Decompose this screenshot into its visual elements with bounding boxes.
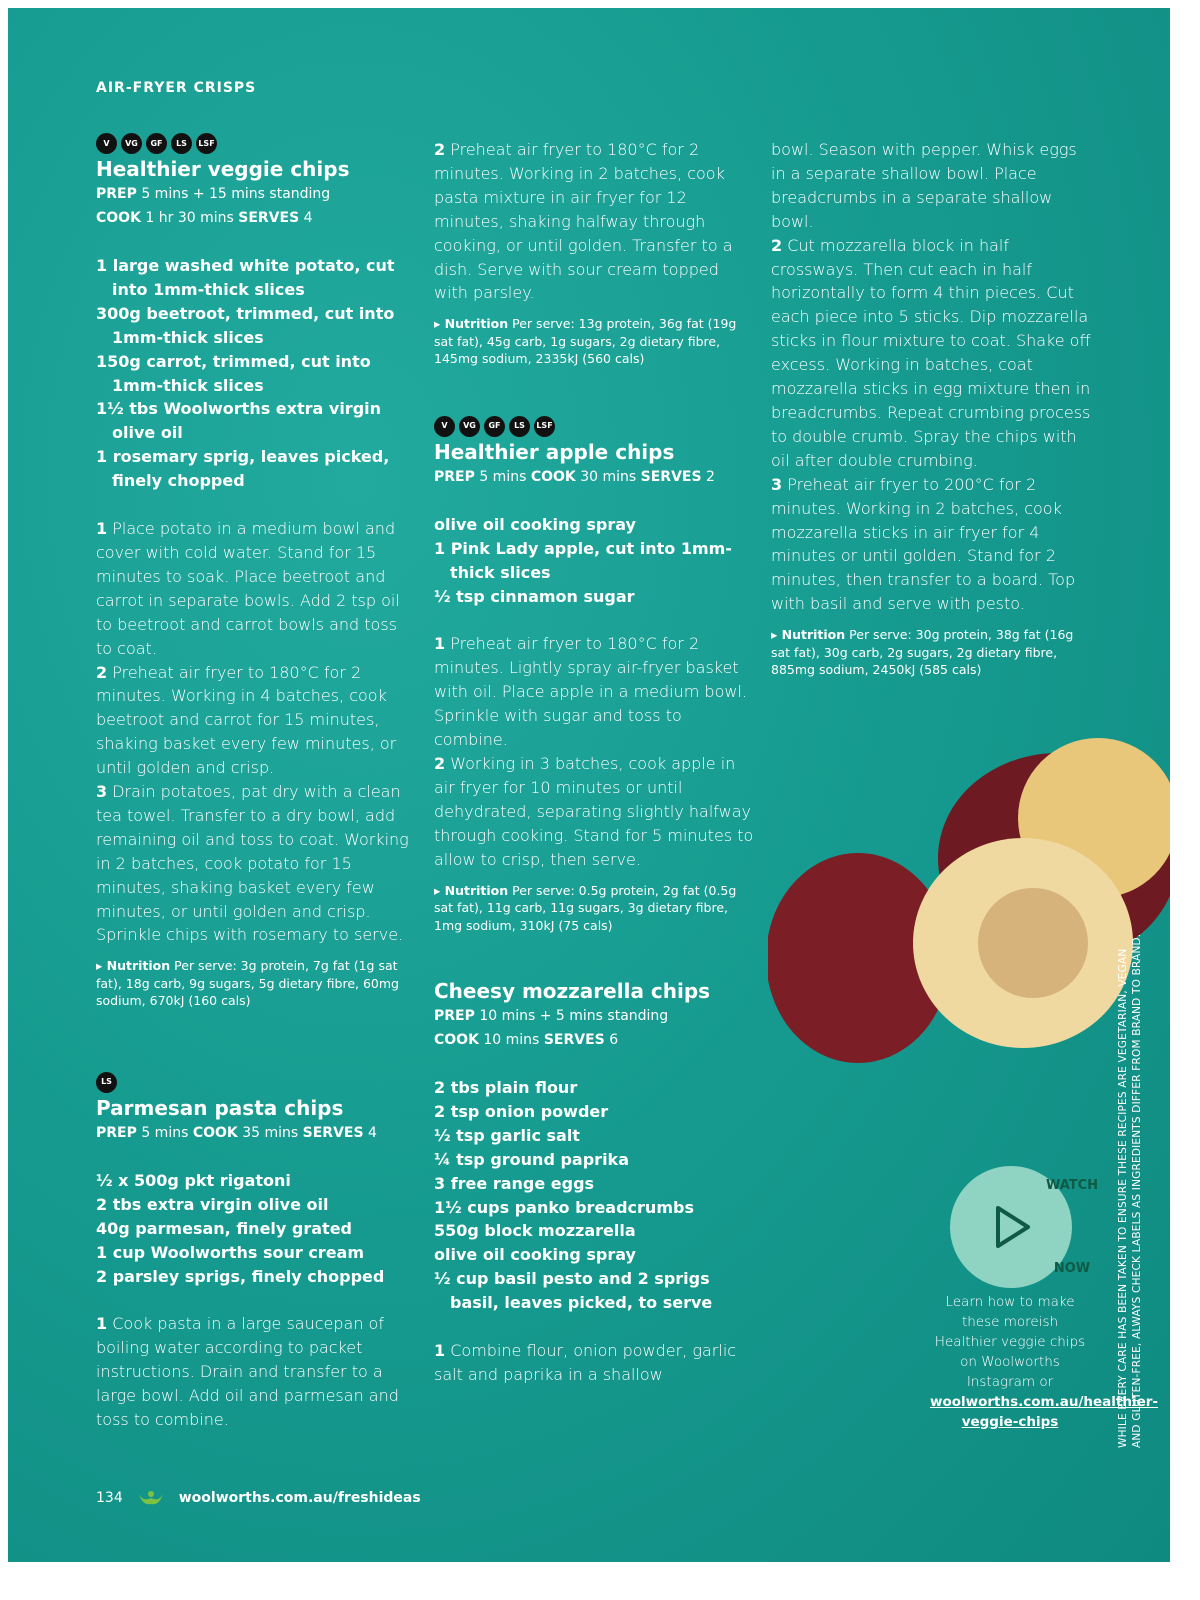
prep-label: PREP: [96, 186, 137, 202]
prep-time: 5 mins: [141, 1124, 189, 1141]
ingredient: ½ tsp cinnamon sugar: [434, 586, 635, 606]
badge-vegan: VG: [459, 416, 480, 437]
watch-text: Learn how to make these moreish Healthier veggie chips on Woolworths Instagram or: [934, 1294, 1086, 1390]
serves: 4: [368, 1124, 377, 1141]
step-number: 1: [434, 634, 446, 654]
step: [96, 780, 416, 947]
step-text: Working in 3 batches, cook apple in air fryer for 10 minutes or until dehydrated, separating slightly halfway through cooking. Stand for 5 minutes to allow to crisp, then serve.: [434, 754, 754, 869]
nutrition-info: [434, 315, 754, 368]
prep-time: 5 mins: [479, 468, 527, 485]
cook-time: 35 mins: [242, 1124, 299, 1141]
step-continued: bowl. Season with pepper. Whisk eggs in a separate shallow bowl. Place breadcrumbs in a separate shallow bowl.: [771, 140, 1077, 231]
recipe-parmesan-pasta-chips: [96, 1072, 416, 1432]
step-text: Cut mozzarella block in half crossways. Then cut each in half horizontally to form 4 thin pieces. Cut each piece into 5 sticks. Dip mozzarella sticks in flour mixture to coat. Shake off excess. Working in batches, coat mozzarella sticks in egg mixture then in breadcrumbs. Repeat crumbing process to double crumb. Spray the chips with oil after double crumbing.: [771, 235, 1091, 470]
step-text: Cook pasta in a large saucepan of boiling water according to packet instructions. Drain and transfer to a large bowl. Add oil and parmesan and toss to combine.: [96, 1314, 399, 1430]
recipe-mozzarella-chips: [434, 978, 754, 1387]
column-2: [434, 138, 754, 1387]
ingredients-list: [434, 513, 754, 609]
chips-photo: [768, 728, 1170, 1108]
badge-gluten-free: GF: [146, 133, 167, 154]
badge-gluten-free: GF: [484, 416, 505, 437]
cook-time: 30 mins: [580, 468, 637, 485]
method: [96, 517, 416, 947]
badge-vegetarian: V: [434, 416, 455, 437]
nutrition-info: [96, 957, 416, 1010]
disclaimer-line: WHILE EVERY CARE HAS BEEN TAKEN TO ENSURE THESE RECIPES ARE VEGETARIAN, VEGAN: [1117, 948, 1129, 1448]
ingredient: 40g parmesan, finely grated: [96, 1218, 352, 1238]
nutrition-text: Per serve: 0.5g protein, 2g fat (0.5g sat fat), 11g carb, 11g sugars, 3g dietary fibre, 1mg sodium, 310kJ (75 cals): [434, 882, 737, 933]
nutrition-label: ▸ Nutrition: [434, 316, 509, 332]
nutrition-text: Per serve: 13g protein, 36g fat (19g sat fat), 45g carb, 1g sugars, 2g dietary fibre, 145mg sodium, 2335kJ (560 cals): [434, 316, 737, 367]
step-number: 2: [434, 754, 446, 773]
serves-label: SERVES: [543, 1032, 605, 1049]
nutrition-text: Per serve: 3g protein, 7g fat (1g sat fat), 18g carb, 9g sugars, 5g dietary fibre, 60mg sodium, 670kJ (160 cals): [96, 958, 399, 1009]
magazine-page: [8, 8, 1170, 1562]
footer: [96, 1488, 421, 1508]
ingredient: olive oil cooking spray: [434, 514, 636, 534]
video-link[interactable]: woolworths.com.au/healthier-veggie-chips: [930, 1394, 1159, 1430]
step-number: 1: [96, 1314, 108, 1334]
disclaimer: [1116, 888, 1144, 1448]
column-1: [96, 133, 416, 1432]
now-label: NOW: [1053, 1261, 1091, 1276]
ingredients-list: [96, 254, 416, 493]
step-number: 2: [434, 140, 446, 159]
ingredient: 1 cup Woolworths sour cream: [96, 1242, 365, 1262]
step-number: 2: [771, 235, 783, 255]
ingredient: 150g carrot, trimmed, cut into 1mm-thick slices: [96, 351, 371, 395]
woolworths-logo-icon: [137, 1488, 165, 1508]
recipe-title: Cheesy mozzarella chips: [434, 979, 711, 1004]
recipe-title: Healthier apple chips: [434, 439, 675, 464]
step: [434, 632, 754, 752]
step-number: 3: [96, 782, 108, 802]
prep-label: PREP: [96, 1124, 137, 1141]
serves-label: SERVES: [640, 468, 702, 485]
step-text: Preheat air fryer to 180°C for 2 minutes. Working in 2 batches, cook pasta mixture in air fryer for 12 minutes, shaking halfway through cooking, or until golden. Transfer to a dish. Serve with sour cream topped with parsley.: [434, 140, 733, 303]
ingredient: 1½ cups panko breadcrumbs: [434, 1197, 694, 1217]
ingredient: 1 rosemary sprig, leaves picked, finely chopped: [96, 447, 390, 491]
recipe-veggie-chips: [96, 133, 416, 1010]
ingredient: 2 tsp onion powder: [434, 1101, 609, 1121]
nutrition-info: [434, 882, 754, 935]
cook-label: COOK: [192, 1124, 238, 1141]
badge-low-saturated-fat: LSF: [196, 133, 217, 154]
ingredient: 550g block mozzarella: [434, 1221, 636, 1241]
ingredient: 3 free range eggs: [434, 1173, 595, 1193]
step-text: Combine flour, onion powder, garlic salt and paprika in a shallow: [434, 1341, 737, 1384]
cook-label: COOK: [96, 210, 141, 226]
ingredient: ½ cup basil pesto and 2 sprigs basil, leaves picked, to serve: [434, 1269, 713, 1313]
ingredient: 2 parsley sprigs, finely chopped: [96, 1266, 385, 1286]
badge-low-sodium: LS: [509, 416, 530, 437]
cook-label: COOK: [434, 1032, 479, 1049]
cook-time: 10 mins: [483, 1032, 540, 1049]
method: [434, 632, 754, 871]
ingredients-list: [96, 1169, 416, 1289]
ingredient: ½ tsp garlic salt: [434, 1125, 580, 1145]
ingredient: 300g beetroot, trimmed, cut into 1mm-thick slices: [96, 303, 395, 347]
cook-time: 1 hr 30 mins: [145, 210, 234, 226]
serves: 6: [609, 1032, 619, 1049]
section-title: AIR-FRYER CRISPS: [96, 80, 257, 96]
ingredient: 1 Pink Lady apple, cut into 1mm-thick slices: [434, 538, 732, 582]
ingredients-list: [434, 1076, 754, 1315]
step-text: Drain potatoes, pat dry with a clean tea towel. Transfer to a dry bowl, add remaining oil and toss to coat. Working in 2 batches, cook potato for 15 minutes, shaking basket every few minutes, or until golden and crisp. Sprinkle chips with rosemary to serve.: [96, 782, 409, 945]
serves: 2: [706, 468, 715, 485]
step-text: Preheat air fryer to 200°C for 2 minutes. Working in 2 batches, cook mozzarella sticks in air fryer for 4 minutes or until golden. Stand for 2 minutes, then transfer to a board. Top with basil and serve with pesto.: [771, 474, 1076, 614]
prep-label: PREP: [434, 468, 475, 485]
step: [434, 1339, 754, 1387]
recipe-meta: [434, 1004, 754, 1052]
ingredient: olive oil cooking spray: [434, 1245, 636, 1265]
recipe-meta: [434, 465, 754, 489]
badge-vegan: VG: [121, 133, 142, 154]
watch-description: [930, 1292, 1159, 1432]
badge-vegetarian: V: [96, 133, 117, 154]
step-number: 2: [96, 662, 108, 682]
step-text: Preheat air fryer to 180°C for 2 minutes. Working in 4 batches, cook beetroot and carrot for 15 minutes, shaking basket every few minutes, or until golden and crisp.: [96, 662, 397, 778]
watch-label: WATCH: [1045, 1178, 1099, 1193]
prep-time: 10 mins + 5 mins standing: [479, 1008, 669, 1025]
disclaimer-line: AND GLUTEN-FREE, ALWAYS CHECK LABELS AS INGREDIENTS DIFFER FROM BRAND TO BRAND.: [1131, 933, 1143, 1448]
method-continued: [434, 138, 754, 305]
step: [434, 138, 754, 305]
prep-time: 5 mins + 15 mins standing: [141, 186, 331, 202]
cook-label: COOK: [530, 468, 576, 485]
step-number: 1: [96, 519, 108, 539]
step-text: Preheat air fryer to 180°C for 2 minutes. Lightly spray air-fryer basket with oil. Place apple in a medium bowl. Sprinkle with sugar and toss to combine.: [434, 634, 747, 750]
recipe-title: Parmesan pasta chips: [96, 1095, 344, 1120]
recipe-title: Healthier veggie chips: [96, 157, 350, 181]
badge-low-sodium: LS: [96, 1072, 117, 1093]
prep-label: PREP: [434, 1008, 475, 1025]
step: [771, 234, 1091, 473]
step-number: 1: [434, 1341, 446, 1361]
nutrition-label: ▸ Nutrition: [434, 882, 509, 898]
ingredient: 2 tbs extra virgin olive oil: [96, 1194, 329, 1214]
play-icon: [994, 1204, 1032, 1250]
footer-url[interactable]: woolworths.com.au/freshideas: [178, 1490, 421, 1506]
badge-low-saturated-fat: LSF: [534, 416, 555, 437]
method: [434, 1339, 754, 1387]
recipe-apple-chips: [434, 416, 754, 934]
badge-low-sodium: LS: [171, 133, 192, 154]
nutrition-label: ▸ Nutrition: [771, 627, 846, 643]
diet-badges: [96, 1072, 416, 1093]
ingredient: 2 tbs plain flour: [434, 1078, 578, 1098]
step: [771, 473, 1091, 616]
recipe-meta: [96, 1121, 416, 1145]
method: [96, 1312, 416, 1432]
nutrition-label: ▸ Nutrition: [96, 958, 171, 974]
column-3: [771, 138, 1091, 679]
step: [96, 661, 416, 781]
recipe-meta: [96, 182, 416, 230]
ingredient: 1½ tbs Woolworths extra virgin olive oil: [96, 399, 382, 443]
step-text: Place potato in a medium bowl and cover with cold water. Stand for 15 minutes to soak. Place beetroot and carrot in separate bowls. Add 2 tsp oil to beetroot and carrot bowls and toss to coat.: [96, 519, 400, 658]
step: [96, 1312, 416, 1432]
ingredient: 1 large washed white potato, cut into 1mm-thick slices: [96, 256, 395, 299]
serves: 4: [303, 210, 313, 226]
step: [434, 752, 754, 872]
nutrition-text: Per serve: 30g protein, 38g fat (16g sat fat), 30g carb, 2g sugars, 2g dietary fibre, 885mg sodium, 2450kJ (585 cals): [771, 627, 1074, 678]
serves-label: SERVES: [302, 1124, 364, 1141]
method-continued: [771, 138, 1091, 616]
watch-now-button[interactable]: [950, 1166, 1099, 1288]
ingredient: ½ x 500g pkt rigatoni: [96, 1170, 291, 1190]
step-number: 3: [771, 474, 783, 494]
serves-label: SERVES: [238, 210, 300, 226]
diet-badges: [96, 133, 416, 154]
page-number: 134: [96, 1490, 123, 1506]
nutrition-info: [771, 626, 1091, 679]
ingredient: ¼ tsp ground paprika: [434, 1149, 629, 1169]
step: [96, 517, 416, 660]
diet-badges: [434, 416, 754, 437]
